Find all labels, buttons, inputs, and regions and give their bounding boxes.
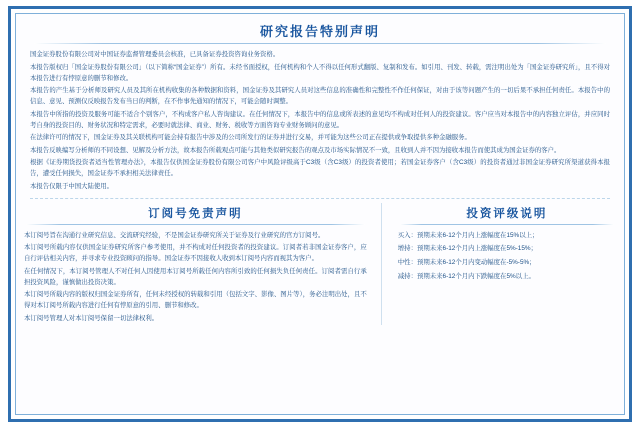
paragraph: 本订阅号旨在沟通行业研究信息、交流研究经验，不是国金证券研究所关于证券及行业研究的官方订阅号。: [24, 231, 325, 239]
section-investment-rating: [381, 203, 624, 326]
title-divider-subscription: [26, 224, 365, 225]
paragraph: 国金证券股份有限公司对中国证券监督管理委员会核准，已具备证券投资咨询业务资格。: [30, 51, 280, 58]
rating-item: 中性：预期未来6-12个月内变动幅度在-5%-5%；: [397, 258, 536, 266]
rating-item: 减持：预期未来6-12个月内下跌幅度在5%以上。: [397, 272, 535, 280]
paragraph: 本报告反映编写分析师的不同设想、见解及分析方法，故本报告所载观点可能与其他类似研究报告的观点及市场实际情况不一致，且收到人并不因为接收本报告而使其成为国金证券的客户。: [30, 146, 561, 154]
section-research-report-disclaimer: [16, 21, 624, 192]
section-title-subscription-disclaimer: 订阅号免责声明: [148, 207, 243, 220]
paragraph: 本订阅号管理人对本订阅号保留一切法律权利。: [24, 314, 159, 322]
document-border-frame: [8, 6, 632, 422]
paragraph: 本订阅号所载内容仅供国金证券研究所客户参考使用，并不构成对任何投资者的投资建议。订阅者若非国金证券客户，应自行评估相关内容，并寻求专业投资顾问的指导。国金证券不因接收人收到本订阅号内容而视其为客户。: [24, 244, 367, 263]
title-divider-rating: [400, 224, 614, 225]
section-title-research-disclaimer: 研究报告特别声明: [259, 24, 380, 39]
bottom-sections: [16, 199, 624, 326]
paragraph: 本报告的产生基于分析师及研究人员及其所在机构收集的各种数据和资料，国金证券及其研究人员对这些信息的准确性和完整性不作任何保证，对由于该等问题产生的一切后果不承担任何责任。本报告中的信息、意见、预测仅反映报告发布当日的判断，在不作事先通知的情况下，可能会随时调整。: [30, 87, 610, 106]
subscription-disclaimer-body: [16, 230, 375, 324]
paragraph: 本报告版权归「国金证券股份有限公司」（以下简称“国金证券”）所有。未经书面授权，任何机构和个人不得以任何形式翻版、复制和发布。如引用、刊发、转载，需注明出处为「国金证券研究所」，且不得对本报告进行有悖原意的删节和修改。: [30, 63, 610, 82]
title-divider-top: [34, 43, 606, 44]
paragraph: 根据《证券期货投资者适当性管理办法》，本报告仅供国金证券股份有限公司客户中风险评级高于C3级（含C3级）的投资者使用；若国金证券客户（含C3级）的投资者通过非国金证券研究所渠道获得本报告，遭受任何损失，国金证券不承担相关法律责任。: [30, 159, 610, 178]
paragraph: 本报告仅限于中国大陆使用。: [30, 182, 114, 190]
research-disclaimer-body: [16, 49, 624, 192]
investment-rating-list: [390, 230, 624, 282]
paragraph: 在任何情况下，本订阅号管理人不对任何人因使用本订阅号所载任何内容所引致的任何损失负任何责任。订阅者需自行承担投资风险，谨慎做出投资决策。: [24, 267, 367, 286]
paragraph: 本订阅号所载内容的版权归国金证券所有，任何未经授权的转载和引用（包括文字、影像、图片等），务必注明出处，且不得对本订阅号所载内容进行任何有悖原意的引用、删节和修改。: [24, 291, 367, 310]
section-title-investment-rating: 投资评级说明: [466, 207, 548, 220]
section-subscription-disclaimer: [16, 203, 381, 326]
paragraph: 在法律许可的情况下，国金证券及其关联机构可能会持有报告中涉及的公司所发行的证券并进行交易，并可能为这些公司正在提供或争取提供多种金融服务。: [30, 134, 471, 142]
rating-item: 增持：预期未来6-12个月内上涨幅度在5%-15%；: [397, 245, 537, 253]
paragraph: 本报告中所指的投资及服务可能不适合个别客户，不构成客户私人咨询建议。在任何情况下，本报告中的信息或所表述的意见均不构成对任何人的投资建议。客户应当对本报告中的内容独立评估，并应同时考自身的投资目的、财务状况和特定需求，必要时就法律、商业、财务、税收等方面咨询专业财务顾问的意见。: [30, 110, 610, 129]
document-content: [15, 13, 625, 415]
rating-item: 买入：预期未来6-12个月内上涨幅度在15%以上；: [397, 231, 539, 239]
